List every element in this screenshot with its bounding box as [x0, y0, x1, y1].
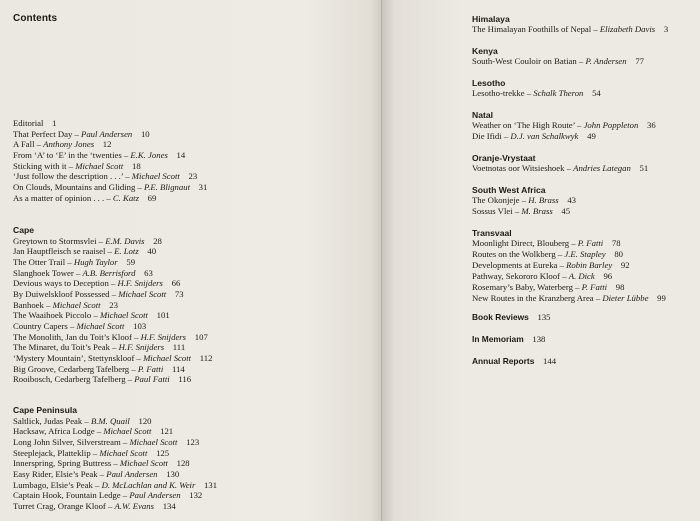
section-heading: Lesotho — [472, 78, 506, 88]
toc-entry: New Routes in the Kranzberg Area – Dieter Lübbe 99 — [472, 292, 666, 303]
annual-reports-entry: Annual Reports 144 — [472, 356, 557, 366]
toc-entry: The Otter Trail – Hugh Taylor 59 — [13, 257, 136, 268]
toc-entry: Voetnotas oor Witsieshoek – Andries Lategan 51 — [472, 163, 649, 173]
toc-entry: From ‘A’ to ‘E’ in the ‘twenties – E.K. Jones 14 — [13, 149, 186, 160]
toc-entry: The Waaihoek Piccolo – Michael Scott 101 — [13, 310, 170, 321]
toc-entry: Sossus Vlei – M. Brass 45 — [472, 205, 571, 216]
toc-entry: Slanghoek Tower – A.B. Berrisford 63 — [13, 267, 153, 278]
transvaal-section — [472, 228, 666, 303]
toc-entry: By Duiwelskloof Possessed – Michael Scott 73 — [13, 288, 184, 299]
himalaya-section — [472, 14, 668, 35]
toc-entry: Banhoek – Michael Scott 23 — [13, 299, 118, 310]
toc-entry: Turret Crag, Orange Kloof – A.W. Evans 134 — [13, 500, 176, 511]
toc-entry: Country Capers – Michael Scott 103 — [13, 320, 147, 331]
book-reviews-entry: Book Reviews 135 — [472, 312, 551, 322]
toc-entry: The Monolith, Jan du Toit’s Kloof – H.F. Snijders 107 — [13, 331, 208, 342]
toc-entry: Weather on ‘The High Route’ – John Poppleton 36 — [472, 120, 656, 130]
toc-entry: Long John Silver, Silverstream – Michael Scott 123 — [13, 437, 200, 448]
page-title: Contents — [13, 13, 58, 24]
natal-section — [472, 110, 656, 142]
toc-entry: Saltlick, Judas Peak – B.M. Quail 120 — [13, 415, 152, 426]
intro-section — [13, 118, 207, 203]
toc-entry: Easy Rider, Elsie’s Peak – Paul Andersen 130 — [13, 468, 180, 479]
section-heading: Cape Peninsula — [13, 405, 77, 415]
toc-entry: Devious ways to Deception – H.F. Snijders 66 — [13, 278, 181, 289]
toc-entry: Routes on the Wolkberg – J.E. Stapley 80 — [472, 248, 623, 259]
toc-entry: On Clouds, Mountains and Gliding – P.E. Blignaut 31 — [13, 181, 208, 192]
oranje-vrystaat-section — [472, 153, 648, 174]
south-west-africa-section — [472, 185, 576, 217]
cape-section — [13, 225, 212, 385]
cape-peninsula-section — [13, 405, 217, 512]
toc-entry: The Himalayan Foothills of Nepal – Elizabeth Davis 3 — [472, 24, 669, 34]
section-heading: Natal — [472, 110, 494, 120]
toc-entry: ‘Mystery Mountain’, Stettynskloof – Michael Scott 112 — [13, 352, 213, 363]
kenya-section — [472, 46, 644, 67]
toc-entry: That Perfect Day – Paul Andersen 10 — [13, 128, 150, 139]
toc-entry: The Minaret, du Toit’s Peak – H.F. Snijders 111 — [13, 342, 186, 353]
toc-entry: Captain Hook, Fountain Ledge – Paul Andersen 132 — [13, 490, 203, 501]
toc-entry: A Fall – Anthony Jones 12 — [13, 139, 112, 150]
toc-entry: As a matter of opinion . . . – C. Katz 69 — [13, 192, 157, 203]
toc-entry: ‘Just follow the description . . .’ – Michael Scott 23 — [13, 171, 198, 182]
toc-entry: Developments at Eureka – Robin Barley 92 — [472, 259, 630, 270]
toc-entry: Rosemary’s Baby, Waterberg – P. Fatti 98 — [472, 281, 625, 292]
toc-entry: Jan Hauptfleisch se raaisel – E. Lotz 40 — [13, 246, 157, 257]
section-heading: Kenya — [472, 46, 498, 56]
toc-entry: Big Groove, Cedarberg Tafelberg – P. Fatti 114 — [13, 363, 185, 374]
toc-entry: Die Ifidi – D.J. van Schalkwyk 49 — [472, 130, 596, 141]
section-heading: Cape — [13, 225, 35, 235]
toc-entry: Editorial 1 — [13, 118, 57, 128]
toc-entry: Greytown to Stormsvlei – E.M. Davis 28 — [13, 235, 162, 246]
toc-entry: Lesotho-trekke – Schalk Theron 54 — [472, 88, 601, 98]
toc-entry: Moonlight Direct, Blouberg – P. Fatti 78 — [472, 238, 621, 248]
toc-entry: Rooibosch, Cedarberg Tafelberg – Paul Fatti 116 — [13, 374, 192, 385]
section-heading: Oranje-Vrystaat — [472, 153, 536, 163]
toc-entry: South-West Couloir on Batian – P. Andersen 77 — [472, 56, 644, 66]
section-heading: South West Africa — [472, 185, 546, 195]
in-memoriam-entry: In Memoriam 138 — [472, 334, 546, 344]
toc-entry: Steeplejack, Platteklip – Michael Scott 125 — [13, 447, 170, 458]
section-heading: Himalaya — [472, 14, 510, 24]
toc-entry: Lumbago, Elsie’s Peak – D. McLachlan and K. Weir 131 — [13, 479, 218, 490]
toc-entry: The Okonjeje – H. Brass 43 — [472, 195, 577, 205]
right-page — [382, 0, 700, 521]
toc-entry: Innerspring, Spring Buttress – Michael Scott 128 — [13, 458, 190, 469]
section-heading: Transvaal — [472, 228, 512, 238]
lesotho-section — [472, 78, 601, 99]
toc-entry: Sticking with it – Michael Scott 18 — [13, 160, 141, 171]
toc-entry: Hacksaw, Africa Lodge – Michael Scott 121 — [13, 426, 174, 437]
toc-entry: Pathway, Sekororo Kloof – A. Dick 96 — [472, 270, 613, 281]
